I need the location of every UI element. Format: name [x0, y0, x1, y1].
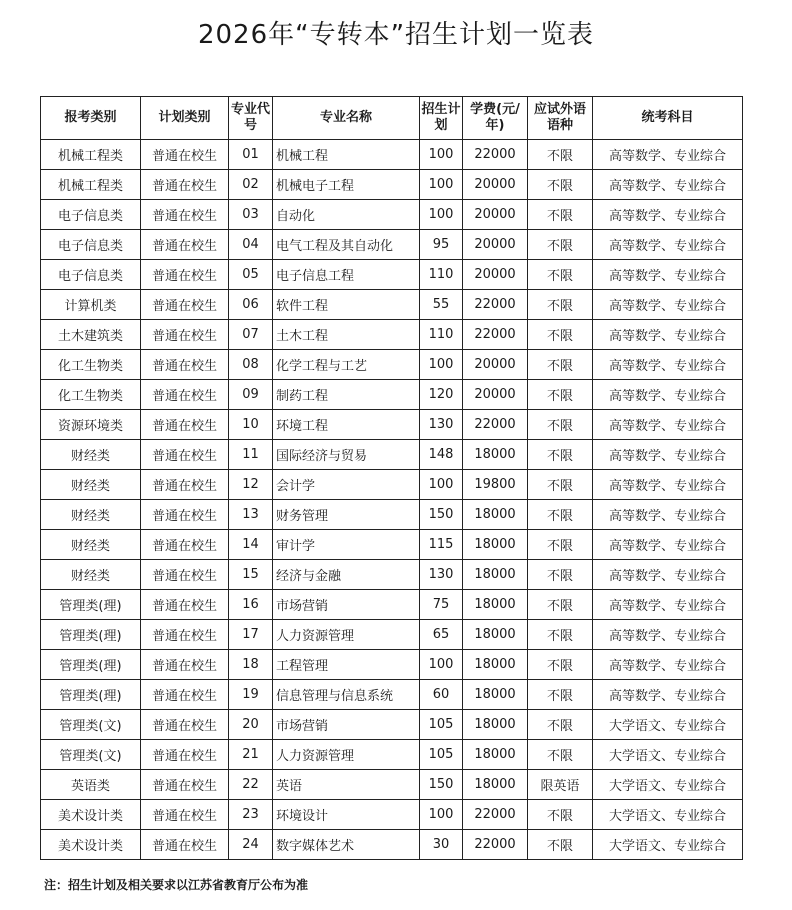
major-cell: 机械电子工程: [273, 170, 420, 200]
exam-cell: 高等数学、专业综合: [593, 410, 743, 440]
major-cell: 经济与金融: [273, 560, 420, 590]
code-cell: 05: [229, 260, 273, 290]
tuition-cell: 20000: [463, 230, 528, 260]
exam-cell: 高等数学、专业综合: [593, 170, 743, 200]
table-row: [41, 290, 743, 320]
quota-cell: 30: [420, 830, 463, 860]
category-cell: 管理类(理): [41, 620, 141, 650]
exam-cell: 高等数学、专业综合: [593, 650, 743, 680]
quota-cell: 148: [420, 440, 463, 470]
plan-type-cell: 普通在校生: [141, 770, 229, 800]
enrollment-plan-table: [40, 96, 743, 860]
major-cell: 工程管理: [273, 650, 420, 680]
category-cell: 财经类: [41, 530, 141, 560]
tuition-cell: 22000: [463, 830, 528, 860]
header-code: 专业代号: [229, 97, 273, 140]
tuition-cell: 18000: [463, 740, 528, 770]
tuition-cell: 20000: [463, 170, 528, 200]
category-cell: 土木建筑类: [41, 320, 141, 350]
table-row: [41, 500, 743, 530]
tuition-cell: 18000: [463, 770, 528, 800]
code-cell: 11: [229, 440, 273, 470]
major-cell: 人力资源管理: [273, 620, 420, 650]
code-cell: 14: [229, 530, 273, 560]
tuition-cell: 22000: [463, 290, 528, 320]
tuition-cell: 18000: [463, 650, 528, 680]
exam-cell: 高等数学、专业综合: [593, 140, 743, 170]
major-cell: 市场营销: [273, 590, 420, 620]
category-cell: 机械工程类: [41, 140, 141, 170]
major-cell: 数字媒体艺术: [273, 830, 420, 860]
quota-cell: 75: [420, 590, 463, 620]
code-cell: 21: [229, 740, 273, 770]
header-tuition: 学费(元/年): [463, 97, 528, 140]
category-cell: 管理类(文): [41, 710, 141, 740]
quota-cell: 105: [420, 740, 463, 770]
table-row: [41, 170, 743, 200]
major-cell: 化学工程与工艺: [273, 350, 420, 380]
tuition-cell: 18000: [463, 680, 528, 710]
category-cell: 美术设计类: [41, 800, 141, 830]
category-cell: 美术设计类: [41, 830, 141, 860]
code-cell: 10: [229, 410, 273, 440]
tuition-cell: 20000: [463, 350, 528, 380]
language-cell: 不限: [528, 680, 593, 710]
language-cell: 不限: [528, 530, 593, 560]
plan-type-cell: 普通在校生: [141, 800, 229, 830]
tuition-cell: 18000: [463, 710, 528, 740]
exam-cell: 大学语文、专业综合: [593, 830, 743, 860]
plan-type-cell: 普通在校生: [141, 230, 229, 260]
language-cell: 不限: [528, 560, 593, 590]
table-row: [41, 440, 743, 470]
major-cell: 电气工程及其自动化: [273, 230, 420, 260]
exam-cell: 大学语文、专业综合: [593, 710, 743, 740]
plan-type-cell: 普通在校生: [141, 560, 229, 590]
quota-cell: 150: [420, 500, 463, 530]
code-cell: 13: [229, 500, 273, 530]
language-cell: 不限: [528, 350, 593, 380]
table-row: [41, 740, 743, 770]
major-cell: 英语: [273, 770, 420, 800]
code-cell: 12: [229, 470, 273, 500]
tuition-cell: 22000: [463, 410, 528, 440]
language-cell: 限英语: [528, 770, 593, 800]
plan-type-cell: 普通在校生: [141, 200, 229, 230]
table-body: [41, 140, 743, 860]
language-cell: 不限: [528, 170, 593, 200]
quota-cell: 100: [420, 470, 463, 500]
major-cell: 电子信息工程: [273, 260, 420, 290]
language-cell: 不限: [528, 230, 593, 260]
tuition-cell: 20000: [463, 200, 528, 230]
table-row: [41, 230, 743, 260]
plan-type-cell: 普通在校生: [141, 380, 229, 410]
exam-cell: 高等数学、专业综合: [593, 200, 743, 230]
code-cell: 24: [229, 830, 273, 860]
language-cell: 不限: [528, 260, 593, 290]
category-cell: 管理类(理): [41, 590, 141, 620]
header-plan-type: 计划类别: [141, 97, 229, 140]
plan-type-cell: 普通在校生: [141, 470, 229, 500]
tuition-cell: 19800: [463, 470, 528, 500]
language-cell: 不限: [528, 740, 593, 770]
tuition-cell: 20000: [463, 260, 528, 290]
exam-cell: 高等数学、专业综合: [593, 350, 743, 380]
table-row: [41, 800, 743, 830]
exam-cell: 大学语文、专业综合: [593, 740, 743, 770]
exam-cell: 高等数学、专业综合: [593, 470, 743, 500]
major-cell: 财务管理: [273, 500, 420, 530]
major-cell: 土木工程: [273, 320, 420, 350]
major-cell: 自动化: [273, 200, 420, 230]
plan-type-cell: 普通在校生: [141, 140, 229, 170]
code-cell: 08: [229, 350, 273, 380]
category-cell: 计算机类: [41, 290, 141, 320]
code-cell: 07: [229, 320, 273, 350]
quota-cell: 100: [420, 350, 463, 380]
category-cell: 电子信息类: [41, 230, 141, 260]
plan-type-cell: 普通在校生: [141, 500, 229, 530]
exam-cell: 高等数学、专业综合: [593, 620, 743, 650]
plan-type-cell: 普通在校生: [141, 620, 229, 650]
code-cell: 23: [229, 800, 273, 830]
quota-cell: 120: [420, 380, 463, 410]
tuition-cell: 20000: [463, 380, 528, 410]
quota-cell: 65: [420, 620, 463, 650]
exam-cell: 高等数学、专业综合: [593, 440, 743, 470]
quota-cell: 110: [420, 320, 463, 350]
exam-cell: 高等数学、专业综合: [593, 290, 743, 320]
table-row: [41, 650, 743, 680]
major-cell: 环境工程: [273, 410, 420, 440]
quota-cell: 105: [420, 710, 463, 740]
language-cell: 不限: [528, 500, 593, 530]
category-cell: 化工生物类: [41, 380, 141, 410]
language-cell: 不限: [528, 470, 593, 500]
exam-cell: 高等数学、专业综合: [593, 260, 743, 290]
language-cell: 不限: [528, 380, 593, 410]
table-row: [41, 320, 743, 350]
tuition-cell: 18000: [463, 560, 528, 590]
tuition-cell: 22000: [463, 800, 528, 830]
language-cell: 不限: [528, 140, 593, 170]
code-cell: 01: [229, 140, 273, 170]
language-cell: 不限: [528, 290, 593, 320]
code-cell: 06: [229, 290, 273, 320]
category-cell: 管理类(文): [41, 740, 141, 770]
code-cell: 03: [229, 200, 273, 230]
quota-cell: 100: [420, 170, 463, 200]
quota-cell: 130: [420, 410, 463, 440]
plan-type-cell: 普通在校生: [141, 680, 229, 710]
table-row: [41, 530, 743, 560]
category-cell: 机械工程类: [41, 170, 141, 200]
tuition-cell: 18000: [463, 440, 528, 470]
language-cell: 不限: [528, 440, 593, 470]
exam-cell: 高等数学、专业综合: [593, 230, 743, 260]
tuition-cell: 18000: [463, 500, 528, 530]
exam-cell: 大学语文、专业综合: [593, 770, 743, 800]
header-category: 报考类别: [41, 97, 141, 140]
quota-cell: 60: [420, 680, 463, 710]
category-cell: 财经类: [41, 560, 141, 590]
quota-cell: 150: [420, 770, 463, 800]
table-row: [41, 470, 743, 500]
quota-cell: 100: [420, 140, 463, 170]
quota-cell: 95: [420, 230, 463, 260]
plan-type-cell: 普通在校生: [141, 530, 229, 560]
category-cell: 电子信息类: [41, 200, 141, 230]
page-title: 2026年“专转本”招生计划一览表: [197, 20, 595, 50]
language-cell: 不限: [528, 800, 593, 830]
quota-cell: 100: [420, 800, 463, 830]
code-cell: 15: [229, 560, 273, 590]
category-cell: 管理类(理): [41, 680, 141, 710]
code-cell: 04: [229, 230, 273, 260]
category-cell: 电子信息类: [41, 260, 141, 290]
table-row: [41, 590, 743, 620]
plan-type-cell: 普通在校生: [141, 170, 229, 200]
table-row: [41, 620, 743, 650]
table-row: [41, 380, 743, 410]
language-cell: 不限: [528, 830, 593, 860]
major-cell: 审计学: [273, 530, 420, 560]
exam-cell: 高等数学、专业综合: [593, 590, 743, 620]
category-cell: 化工生物类: [41, 350, 141, 380]
table-row: [41, 770, 743, 800]
table-row: [41, 410, 743, 440]
plan-type-cell: 普通在校生: [141, 740, 229, 770]
plan-type-cell: 普通在校生: [141, 650, 229, 680]
quota-cell: 115: [420, 530, 463, 560]
tuition-cell: 18000: [463, 530, 528, 560]
header-quota: 招生计划: [420, 97, 463, 140]
category-cell: 财经类: [41, 440, 141, 470]
tuition-cell: 18000: [463, 590, 528, 620]
major-cell: 环境设计: [273, 800, 420, 830]
quota-cell: 130: [420, 560, 463, 590]
table-row: [41, 710, 743, 740]
table-row: [41, 680, 743, 710]
exam-cell: 高等数学、专业综合: [593, 380, 743, 410]
exam-cell: 高等数学、专业综合: [593, 530, 743, 560]
language-cell: 不限: [528, 590, 593, 620]
code-cell: 02: [229, 170, 273, 200]
major-cell: 人力资源管理: [273, 740, 420, 770]
header-major: 专业名称: [273, 97, 420, 140]
major-cell: 制药工程: [273, 380, 420, 410]
tuition-cell: 22000: [463, 320, 528, 350]
table-row: [41, 830, 743, 860]
major-cell: 软件工程: [273, 290, 420, 320]
code-cell: 18: [229, 650, 273, 680]
plan-type-cell: 普通在校生: [141, 440, 229, 470]
code-cell: 22: [229, 770, 273, 800]
table-row: [41, 260, 743, 290]
exam-cell: 高等数学、专业综合: [593, 500, 743, 530]
exam-cell: 大学语文、专业综合: [593, 800, 743, 830]
plan-type-cell: 普通在校生: [141, 710, 229, 740]
major-cell: 信息管理与信息系统: [273, 680, 420, 710]
language-cell: 不限: [528, 410, 593, 440]
exam-cell: 高等数学、专业综合: [593, 680, 743, 710]
major-cell: 国际经济与贸易: [273, 440, 420, 470]
language-cell: 不限: [528, 320, 593, 350]
language-cell: 不限: [528, 200, 593, 230]
plan-type-cell: 普通在校生: [141, 260, 229, 290]
plan-type-cell: 普通在校生: [141, 350, 229, 380]
category-cell: 英语类: [41, 770, 141, 800]
language-cell: 不限: [528, 620, 593, 650]
category-cell: 管理类(理): [41, 650, 141, 680]
code-cell: 09: [229, 380, 273, 410]
major-cell: 市场营销: [273, 710, 420, 740]
exam-cell: 高等数学、专业综合: [593, 560, 743, 590]
quota-cell: 100: [420, 650, 463, 680]
quota-cell: 100: [420, 200, 463, 230]
header-exam: 统考科目: [593, 97, 743, 140]
footnote: 注：招生计划及相关要求以江苏省教育厅公布为准: [44, 878, 309, 892]
tuition-cell: 22000: [463, 140, 528, 170]
quota-cell: 110: [420, 260, 463, 290]
plan-type-cell: 普通在校生: [141, 830, 229, 860]
tuition-cell: 18000: [463, 620, 528, 650]
category-cell: 资源环境类: [41, 410, 141, 440]
plan-type-cell: 普通在校生: [141, 590, 229, 620]
code-cell: 17: [229, 620, 273, 650]
table-row: [41, 140, 743, 170]
plan-type-cell: 普通在校生: [141, 410, 229, 440]
exam-cell: 高等数学、专业综合: [593, 320, 743, 350]
code-cell: 19: [229, 680, 273, 710]
plan-type-cell: 普通在校生: [141, 290, 229, 320]
language-cell: 不限: [528, 710, 593, 740]
category-cell: 财经类: [41, 500, 141, 530]
category-cell: 财经类: [41, 470, 141, 500]
table-row: [41, 350, 743, 380]
table-row: [41, 560, 743, 590]
major-cell: 机械工程: [273, 140, 420, 170]
header-language: 应试外语语种: [528, 97, 593, 140]
code-cell: 16: [229, 590, 273, 620]
major-cell: 会计学: [273, 470, 420, 500]
plan-type-cell: 普通在校生: [141, 320, 229, 350]
quota-cell: 55: [420, 290, 463, 320]
table-header-row: [41, 97, 743, 140]
code-cell: 20: [229, 710, 273, 740]
table-row: [41, 200, 743, 230]
language-cell: 不限: [528, 650, 593, 680]
